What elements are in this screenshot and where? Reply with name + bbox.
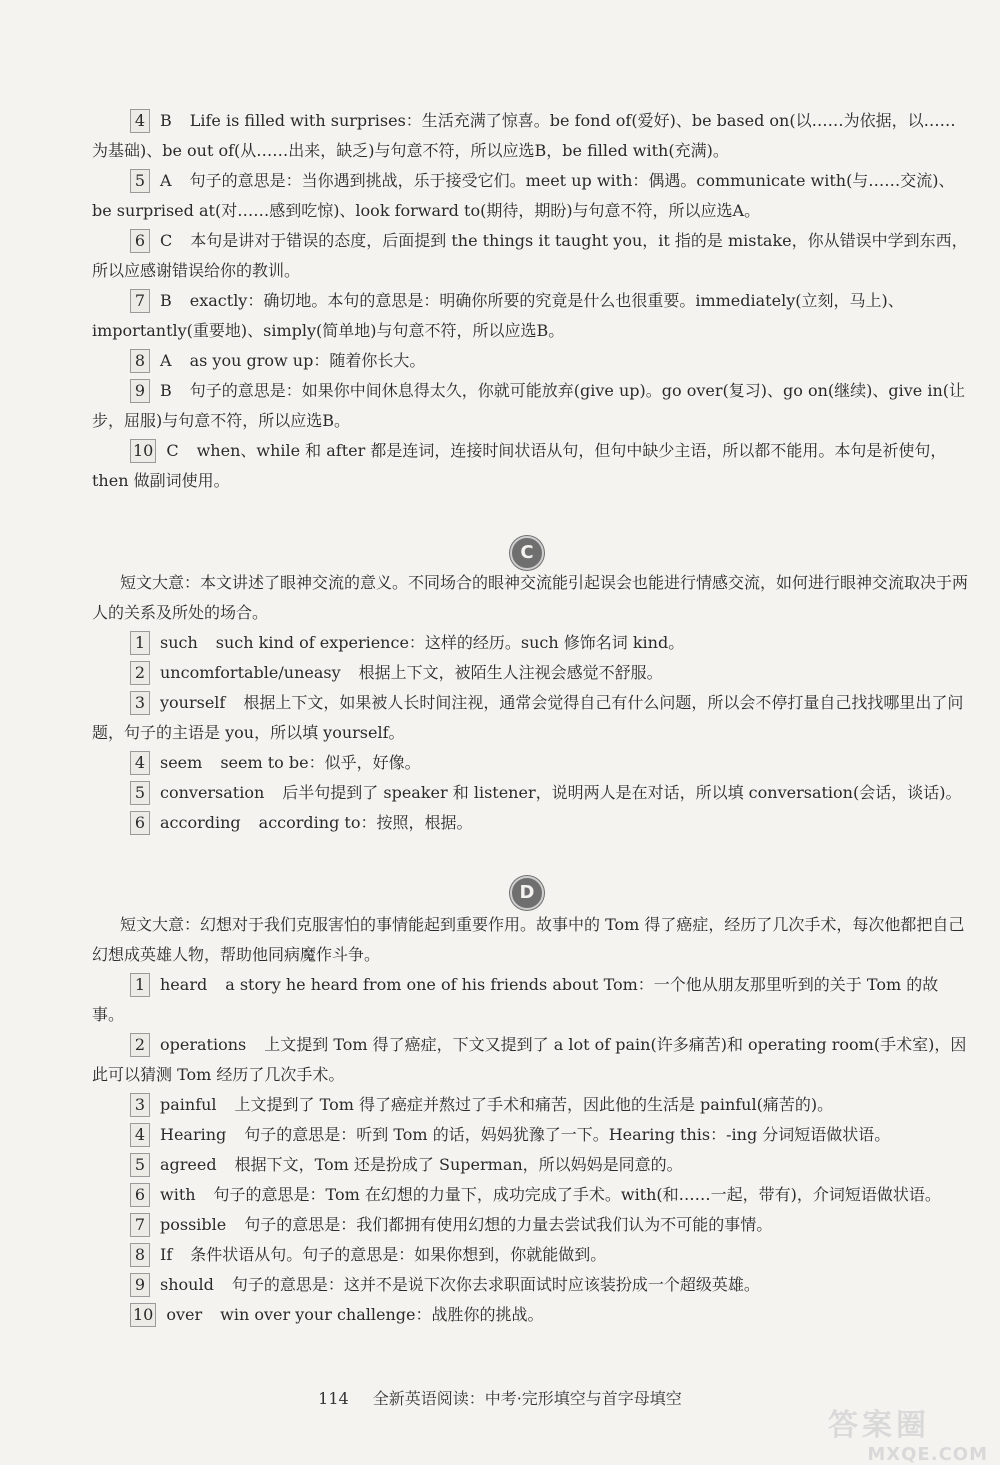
item-number: 5: [130, 169, 150, 193]
watermark-logo: [828, 1400, 988, 1465]
section-d-badge: D: [510, 876, 544, 910]
item-explanation: as you grow up：随着你长大。: [189, 351, 426, 370]
item-explanation: 句子的意思是：Tom 在幻想的力量下，成功完成了手术。with(和……一起，带有)，介词短语做状语。: [213, 1185, 941, 1204]
item-answer: operations: [160, 1035, 247, 1054]
item-answer: with: [160, 1185, 196, 1204]
item-answer: heard: [160, 975, 208, 994]
item-answer: Hearing: [160, 1125, 227, 1144]
item-explanation: 句子的意思是：如果你中间休息得太久，你就可能放弃(give up)。go over(复习)、go on(继续)、give in(让步，屈服)与句意不符，所以应选B。: [92, 381, 965, 430]
item-number: 4: [130, 109, 150, 133]
answer-item: [92, 1300, 970, 1330]
item-number: 8: [130, 349, 150, 373]
item-number: 4: [130, 751, 150, 775]
answer-item: [92, 1090, 970, 1120]
item-answer: C: [166, 441, 179, 460]
section-d-summary: 短文大意：幻想对于我们克服害怕的事情能起到重要作用。故事中的 Tom 得了癌症，经历了几次手术，每次他都把自己幻想成英雄人物，帮助他同病魔作斗争。: [92, 915, 965, 964]
item-number: 2: [130, 1033, 150, 1057]
item-explanation: according to：按照，根据。: [258, 813, 473, 832]
item-explanation: a story he heard from one of his friends about Tom：一个他从朋友那里听到的关于 Tom 的故事。: [92, 975, 939, 1024]
item-explanation: 后半句提到了 speaker 和 listener，说明两人是在对话，所以填 conversation(会话，谈话)。: [282, 783, 962, 802]
answer-item: [92, 658, 970, 688]
item-explanation: seem to be：似乎，好像。: [220, 753, 421, 772]
item-explanation: such kind of experience：这样的经历。such 修饰名词 kind。: [215, 633, 685, 652]
item-answer: If: [160, 1245, 173, 1264]
section-c-summary: 短文大意：本文讲述了眼神交流的意义。不同场合的眼神交流能引起误会也能进行情感交流，如何进行眼神交流取决于两人的关系及所处的场合。: [92, 573, 969, 622]
answer-item: [92, 628, 970, 658]
item-explanation: 根据下文，Tom 还是扮成了 Superman，所以妈妈是同意的。: [234, 1155, 683, 1174]
answer-item: [92, 808, 970, 838]
item-number: 7: [130, 289, 150, 313]
answer-item: [92, 166, 970, 226]
item-answer: possible: [160, 1215, 227, 1234]
item-answer: according: [160, 813, 241, 832]
item-explanation: when、while 和 after 都是连词，连接时间状语从句，但句中缺少主语，所以都不能用。本句是祈使句，then 做副词使用。: [92, 441, 947, 490]
item-explanation: 根据上下文，如果被人长时间注视，通常会觉得自己有什么问题，所以会不停打量自己找找哪里出了问题，句子的主语是 you，所以填 yourself。: [92, 693, 964, 742]
item-number: 8: [130, 1243, 150, 1267]
item-answer: A: [160, 171, 172, 190]
answer-item: [92, 436, 970, 496]
item-number: 3: [130, 691, 150, 715]
item-answer: such: [160, 633, 198, 652]
answer-item: [92, 1030, 970, 1090]
item-number: 3: [130, 1093, 150, 1117]
item-explanation: 句子的意思是：听到 Tom 的话，妈妈犹豫了一下。Hearing this：-ing 分词短语做状语。: [244, 1125, 891, 1144]
item-number: 1: [130, 973, 150, 997]
item-number: 2: [130, 661, 150, 685]
item-answer: seem: [160, 753, 203, 772]
item-explanation: 上文提到 Tom 得了癌症，下文又提到了 a lot of pain(许多痛苦)和 operating room(手术室)，因此可以猜测 Tom 经历了几次手术。: [92, 1035, 967, 1084]
book-title: 全新英语阅读：中考·完形填空与首字母填空: [372, 1389, 682, 1408]
watermark-line2: MXQE.COM: [867, 1444, 988, 1465]
item-number: 9: [130, 379, 150, 403]
item-number: 10: [130, 439, 156, 463]
answer-item: [92, 1120, 970, 1150]
item-answer: agreed: [160, 1155, 217, 1174]
section-c: [92, 568, 970, 838]
answer-item: [92, 106, 970, 166]
answer-item: [92, 748, 970, 778]
answer-item: [92, 1210, 970, 1240]
item-answer: B: [160, 291, 172, 310]
answer-item: [92, 970, 970, 1030]
item-number: 6: [130, 811, 150, 835]
item-number: 10: [130, 1303, 156, 1327]
answer-item: [92, 688, 970, 748]
page-number: 114: [318, 1389, 349, 1408]
item-number: 5: [130, 781, 150, 805]
item-answer: painful: [160, 1095, 217, 1114]
answer-item: [92, 376, 970, 436]
item-answer: B: [160, 111, 172, 130]
item-explanation: 根据上下文，被陌生人注视会感觉不舒服。: [358, 663, 663, 682]
item-explanation: exactly：确切地。本句的意思是：明确你所要的究竟是什么也很重要。immediately(立刻，马上)、importantly(重要地)、simply(简单地)与句意不符，所以应选B。: [92, 291, 904, 340]
item-explanation: 条件状语从句。句子的意思是：如果你想到，你就能做到。: [190, 1245, 607, 1264]
item-number: 4: [130, 1123, 150, 1147]
item-explanation: 句子的意思是：我们都拥有使用幻想的力量去尝试我们认为不可能的事情。: [244, 1215, 773, 1234]
item-number: 5: [130, 1153, 150, 1177]
item-answer: A: [160, 351, 172, 370]
watermark-line1: 答案圈: [828, 1408, 930, 1443]
item-answer: uncomfortable/uneasy: [160, 663, 341, 682]
section-c-badge: C: [510, 536, 544, 570]
answer-item: [92, 286, 970, 346]
item-number: 6: [130, 229, 150, 253]
item-explanation: win over your challenge：战胜你的挑战。: [220, 1305, 544, 1324]
item-number: 7: [130, 1213, 150, 1237]
answer-item: [92, 346, 970, 376]
item-number: 6: [130, 1183, 150, 1207]
item-answer: yourself: [160, 693, 226, 712]
answer-item: [92, 1270, 970, 1300]
item-answer: conversation: [160, 783, 265, 802]
item-number: 9: [130, 1273, 150, 1297]
item-explanation: 本句是讲对于错误的态度，后面提到 the things it taught you，it 指的是 mistake，你从错误中学到东西，所以应感谢错误给你的教训。: [92, 231, 968, 280]
item-answer: C: [160, 231, 173, 250]
item-explanation: Life is filled with surprises：生活充满了惊喜。be fond of(爱好)、be based on(以……为依据，以……为基础)、be out of(从……出来，缺乏)与句意不符，所以应选B，be filled with(充满)。: [92, 111, 956, 160]
item-number: 1: [130, 631, 150, 655]
section-d: [92, 910, 970, 1330]
item-explanation: 句子的意思是：当你遇到挑战，乐于接受它们。meet up with：偶遇。communicate with(与……交流)、be surprised at(对……感到吃惊)、look forward to(期待，期盼)与句意不符，所以应选A。: [92, 171, 955, 220]
item-answer: over: [166, 1305, 203, 1324]
answer-item: [92, 226, 970, 286]
section-b-items: [92, 106, 970, 496]
answer-item: [92, 1180, 970, 1210]
item-explanation: 句子的意思是：这并不是说下次你去求职面试时应该装扮成一个超级英雄。: [231, 1275, 760, 1294]
item-answer: B: [160, 381, 172, 400]
item-answer: should: [160, 1275, 214, 1294]
answer-item: [92, 1150, 970, 1180]
answer-item: [92, 1240, 970, 1270]
item-explanation: 上文提到了 Tom 得了癌症并熬过了手术和痛苦，因此他的生活是 painful(痛苦的)。: [234, 1095, 834, 1114]
answer-item: [92, 778, 970, 808]
